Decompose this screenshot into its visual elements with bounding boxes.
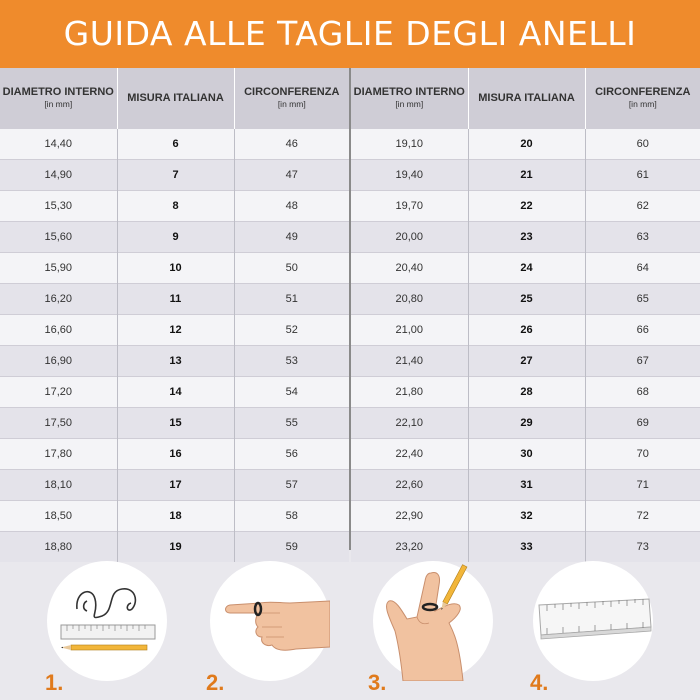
table-row (351, 253, 700, 284)
cell-diameter: 22,40 (351, 439, 468, 470)
table-row (351, 377, 700, 408)
cell-circumference: 49 (234, 222, 349, 253)
cell-diameter: 20,80 (351, 284, 468, 315)
cell-circumference: 48 (234, 191, 349, 222)
cell-circumference: 56 (234, 439, 349, 470)
cell-italian-size: 29 (468, 408, 585, 439)
cell-diameter: 15,30 (0, 191, 117, 222)
cell-diameter: 22,60 (351, 470, 468, 501)
table-row (0, 346, 349, 377)
cell-circumference: 52 (234, 315, 349, 346)
cell-diameter: 23,20 (351, 532, 468, 563)
table-row (0, 191, 349, 222)
cell-italian-size: 13 (117, 346, 234, 377)
table-row (0, 408, 349, 439)
table-row (351, 191, 700, 222)
cell-circumference: 57 (234, 470, 349, 501)
cell-circumference: 71 (585, 470, 700, 501)
table-row (351, 439, 700, 470)
step-1-illustration (47, 561, 167, 681)
cell-italian-size: 26 (468, 315, 585, 346)
cell-circumference: 60 (585, 129, 700, 160)
header-diameter: DIAMETRO INTERNO [in mm] (0, 68, 117, 129)
cell-diameter: 19,10 (351, 129, 468, 160)
step-2-number: 2. (206, 670, 225, 695)
table-row (351, 129, 700, 160)
cell-circumference: 53 (234, 346, 349, 377)
cell-diameter: 22,90 (351, 501, 468, 532)
cell-italian-size: 32 (468, 501, 585, 532)
cell-circumference: 58 (234, 501, 349, 532)
step-4-illustration (533, 561, 653, 681)
table-row (0, 129, 349, 160)
cell-italian-size: 11 (117, 284, 234, 315)
size-table-right (351, 68, 700, 562)
cell-diameter: 21,40 (351, 346, 468, 377)
cell-diameter: 18,80 (0, 532, 117, 563)
cell-italian-size: 16 (117, 439, 234, 470)
cell-diameter: 16,90 (0, 346, 117, 377)
cell-circumference: 65 (585, 284, 700, 315)
cell-italian-size: 27 (468, 346, 585, 377)
cell-diameter: 15,90 (0, 253, 117, 284)
cell-circumference: 68 (585, 377, 700, 408)
header-circumference: CIRCONFERENZA [in mm] (234, 68, 349, 129)
cell-diameter: 18,10 (0, 470, 117, 501)
table-row (0, 284, 349, 315)
cell-diameter: 14,40 (0, 129, 117, 160)
table-row (0, 315, 349, 346)
cell-italian-size: 22 (468, 191, 585, 222)
cell-circumference: 47 (234, 160, 349, 191)
table-row (351, 284, 700, 315)
cell-circumference: 64 (585, 253, 700, 284)
cell-circumference: 72 (585, 501, 700, 532)
cell-diameter: 15,60 (0, 222, 117, 253)
cell-circumference: 62 (585, 191, 700, 222)
cell-italian-size: 19 (117, 532, 234, 563)
cell-diameter: 14,90 (0, 160, 117, 191)
step-4-number: 4. (530, 670, 549, 695)
cell-italian-size: 24 (468, 253, 585, 284)
measure-with-ruler-icon (533, 561, 653, 681)
header-diameter: DIAMETRO INTERNO [in mm] (351, 68, 468, 129)
cell-circumference: 59 (234, 532, 349, 563)
header-italian-size: MISURA ITALIANA (468, 68, 585, 129)
cell-italian-size: 12 (117, 315, 234, 346)
table-row (0, 470, 349, 501)
cell-italian-size: 23 (468, 222, 585, 253)
cell-circumference: 63 (585, 222, 700, 253)
cell-diameter: 16,20 (0, 284, 117, 315)
cell-diameter: 20,40 (351, 253, 468, 284)
cell-italian-size: 14 (117, 377, 234, 408)
cell-circumference: 61 (585, 160, 700, 191)
cell-italian-size: 7 (117, 160, 234, 191)
cell-circumference: 46 (234, 129, 349, 160)
size-table-left (0, 68, 349, 562)
cell-italian-size: 15 (117, 408, 234, 439)
table-row (351, 470, 700, 501)
step-1-number: 1. (45, 670, 64, 695)
cell-diameter: 17,50 (0, 408, 117, 439)
table-row (351, 408, 700, 439)
table-row (351, 532, 700, 563)
table-row (351, 160, 700, 191)
title-banner (0, 0, 700, 68)
cell-diameter: 19,40 (351, 160, 468, 191)
cell-diameter: 16,60 (0, 315, 117, 346)
cell-italian-size: 25 (468, 284, 585, 315)
cell-circumference: 73 (585, 532, 700, 563)
cell-circumference: 69 (585, 408, 700, 439)
table-row (0, 377, 349, 408)
header-circumference: CIRCONFERENZA [in mm] (585, 68, 700, 129)
mark-string-with-pencil-icon (373, 561, 493, 681)
cell-italian-size: 18 (117, 501, 234, 532)
table-row (0, 253, 349, 284)
cell-diameter: 17,20 (0, 377, 117, 408)
table-row (0, 532, 349, 563)
cell-circumference: 70 (585, 439, 700, 470)
cell-italian-size: 30 (468, 439, 585, 470)
cell-italian-size: 28 (468, 377, 585, 408)
table-row (351, 222, 700, 253)
cell-circumference: 54 (234, 377, 349, 408)
table-row (351, 346, 700, 377)
table-row (0, 160, 349, 191)
cell-italian-size: 20 (468, 129, 585, 160)
cell-diameter: 21,00 (351, 315, 468, 346)
cell-italian-size: 8 (117, 191, 234, 222)
cell-circumference: 67 (585, 346, 700, 377)
cell-italian-size: 31 (468, 470, 585, 501)
cell-diameter: 20,00 (351, 222, 468, 253)
cell-circumference: 55 (234, 408, 349, 439)
table-row (351, 501, 700, 532)
cell-diameter: 21,80 (351, 377, 468, 408)
table-row (0, 439, 349, 470)
finger-with-string-icon (210, 561, 330, 681)
step-3-number: 3. (368, 670, 387, 695)
cell-italian-size: 10 (117, 253, 234, 284)
cell-circumference: 50 (234, 253, 349, 284)
table-row (351, 315, 700, 346)
step-2-illustration (210, 561, 330, 681)
cell-diameter: 19,70 (351, 191, 468, 222)
cell-italian-size: 6 (117, 129, 234, 160)
cell-italian-size: 21 (468, 160, 585, 191)
cell-diameter: 18,50 (0, 501, 117, 532)
cell-circumference: 51 (234, 284, 349, 315)
table-row (0, 222, 349, 253)
cell-italian-size: 17 (117, 470, 234, 501)
cell-diameter: 22,10 (351, 408, 468, 439)
table-row (0, 501, 349, 532)
step-3-illustration (373, 561, 493, 681)
cell-circumference: 66 (585, 315, 700, 346)
header-italian-size: MISURA ITALIANA (117, 68, 234, 129)
string-ruler-pencil-icon (47, 561, 167, 681)
cell-italian-size: 9 (117, 222, 234, 253)
cell-italian-size: 33 (468, 532, 585, 563)
cell-diameter: 17,80 (0, 439, 117, 470)
page-title: GUIDA ALLE TAGLIE DEGLI ANELLI (63, 14, 637, 53)
